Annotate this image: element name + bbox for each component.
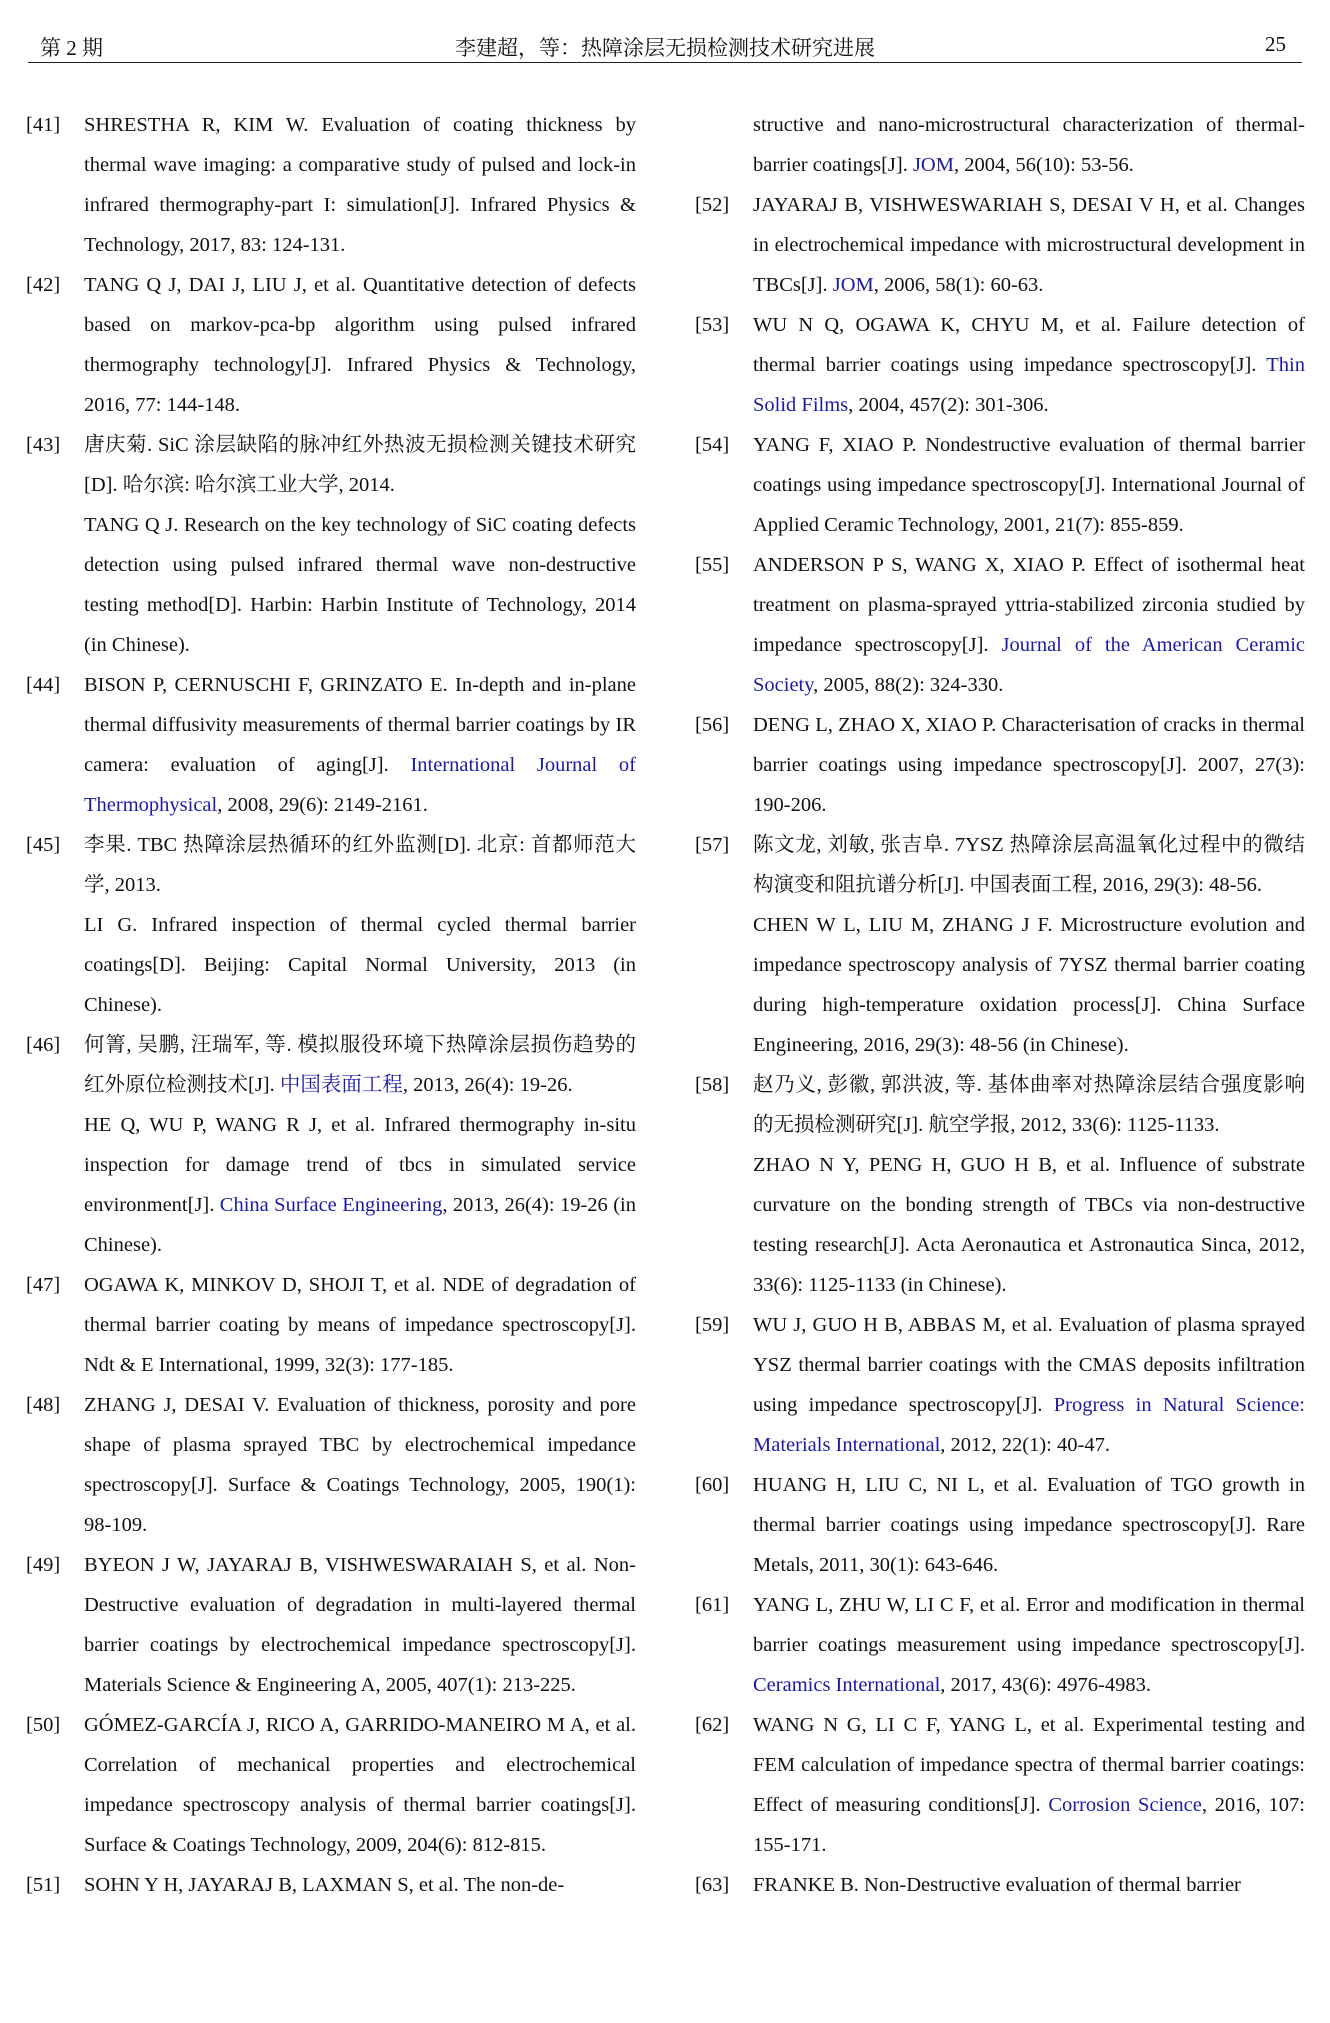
reference-citation: FRANKE B. Non-Destructive evaluation of thermal barrier xyxy=(753,1874,1241,1896)
reference-citation: 唐庆菊. SiC 涂层缺陷的脉冲红外热波无损检测关键技术研究[D]. 哈尔滨: 哈尔滨工业大学, 2014. xyxy=(84,434,636,496)
reference-text xyxy=(753,114,1305,176)
reference-number: [46] xyxy=(26,1034,61,1056)
reference-text xyxy=(84,1874,564,1896)
reference-citation-tail: , 2004, 457(2): 301-306. xyxy=(848,394,1049,416)
reference-entry xyxy=(26,1265,636,1385)
reference-number: [53] xyxy=(695,314,730,336)
journal-link[interactable]: Progress in Natural Science: Materials International xyxy=(753,1394,1305,1456)
reference-entry xyxy=(26,1385,636,1545)
reference-number: [42] xyxy=(26,274,61,296)
reference-translation xyxy=(84,505,636,665)
reference-entry xyxy=(695,305,1305,425)
reference-text xyxy=(84,674,636,816)
reference-text xyxy=(753,554,1305,696)
reference-text xyxy=(753,194,1305,296)
reference-entry xyxy=(695,705,1305,825)
reference-text xyxy=(84,1274,636,1376)
translation-text: TANG Q J. Research on the key technology of SiC coating defects detection using pulsed infrared thermal wave non-destructive testing method[D]. Harbin: Harbin Institute of Technology, 2014 (in Chinese). xyxy=(84,514,636,656)
reference-text xyxy=(753,834,1305,896)
journal-link[interactable]: Corrosion Science xyxy=(1048,1794,1202,1816)
reference-text xyxy=(753,314,1305,416)
reference-text xyxy=(84,834,636,896)
reference-entry xyxy=(695,1465,1305,1585)
reference-translation xyxy=(753,1145,1305,1305)
reference-citation-tail: , 2012, 22(1): 40-47. xyxy=(940,1434,1110,1456)
reference-text xyxy=(753,434,1305,536)
translation-text: ZHAO N Y, PENG H, GUO H B, et al. Influence of substrate curvature on the bonding strength of TBCs via non-destructive testing research[J]. Acta Aeronautica et Astronautica Sinca, 2012, 33(6): 1125-1133 (in Chinese). xyxy=(753,1154,1305,1296)
reference-citation: OGAWA K, MINKOV D, SHOJI T, et al. NDE of degradation of thermal barrier coating by means of impedance spectroscopy[J]. Ndt & E International, 1999, 32(3): 177-185. xyxy=(84,1274,636,1376)
reference-citation-tail: , 2013, 26(4): 19-26. xyxy=(402,1074,573,1096)
journal-link[interactable]: Ceramics International xyxy=(753,1674,941,1696)
reference-citation: ZHANG J, DESAI V. Evaluation of thickness, porosity and pore shape of plasma sprayed TBC by electrochemical impedance spectroscopy[J]. Surface & Coatings Technology, 2005, 190(1): 98-109. xyxy=(84,1394,636,1536)
page-number: 25 xyxy=(1265,32,1286,56)
reference-entry xyxy=(26,265,636,425)
reference-number: [60] xyxy=(695,1474,730,1496)
page-header xyxy=(28,28,1302,63)
reference-text xyxy=(84,1714,636,1856)
reference-citation: structive and nano-microstructural characterization of thermal-barrier coatings[J]. xyxy=(753,114,1305,176)
reference-number: [62] xyxy=(695,1714,730,1736)
reference-number: [63] xyxy=(695,1874,730,1896)
reference-citation: JAYARAJ B, VISHWESWARIAH S, DESAI V H, et al. Changes in electrochemical impedance with microstructural development in TBCs[J]. xyxy=(753,194,1305,296)
reference-text xyxy=(753,1714,1305,1856)
reference-citation-tail: , 2017, 43(6): 4976-4983. xyxy=(940,1674,1151,1696)
reference-entry xyxy=(26,425,636,665)
reference-number: [49] xyxy=(26,1554,61,1576)
translation-text: LI G. Infrared inspection of thermal cycled thermal barrier coatings[D]. Beijing: Capital Normal University, 2013 (in Chinese). xyxy=(84,914,636,1016)
reference-text xyxy=(753,1314,1305,1456)
reference-citation: BISON P, CERNUSCHI F, GRINZATO E. In-depth and in-plane thermal diffusivity measurements of thermal barrier coatings by IR camera: evaluation of aging[J]. xyxy=(84,674,636,776)
reference-citation: 陈文龙, 刘敏, 张吉阜. 7YSZ 热障涂层高温氧化过程中的微结构演变和阻抗谱分析[J]. 中国表面工程, 2016, 29(3): 48-56. xyxy=(753,834,1305,896)
reference-citation: WU J, GUO H B, ABBAS M, et al. Evaluation of plasma sprayed YSZ thermal barrier coatings with the CMAS deposits infiltration using impedance spectroscopy[J]. xyxy=(753,1314,1305,1416)
reference-citation: 何箐, 吴鹏, 汪瑞军, 等. 模拟服役环境下热障涂层损伤趋势的红外原位检测技术[J]. xyxy=(84,1034,636,1096)
reference-number: [55] xyxy=(695,554,730,576)
journal-link[interactable]: China Surface Engineering xyxy=(219,1194,443,1216)
reference-number: [57] xyxy=(695,834,730,856)
reference-citation: DENG L, ZHAO X, XIAO P. Characterisation of cracks in thermal barrier coatings using impedance spectroscopy[J]. 2007, 27(3): 190-206. xyxy=(753,714,1305,816)
translation-tail: , 2013, 26(4): 19-26 (in Chinese). xyxy=(84,1194,636,1256)
journal-link[interactable]: 中国表面工程 xyxy=(279,1074,403,1096)
reference-entry xyxy=(26,1705,636,1865)
reference-citation-tail: , 2004, 56(10): 53-56. xyxy=(953,154,1134,176)
reference-entry xyxy=(695,825,1305,1065)
left-column xyxy=(26,105,636,1905)
reference-entry xyxy=(695,425,1305,545)
reference-text xyxy=(84,1394,636,1536)
reference-entry xyxy=(26,105,636,265)
reference-entry xyxy=(695,1305,1305,1465)
reference-entry xyxy=(695,185,1305,305)
reference-number: [45] xyxy=(26,834,61,856)
reference-text xyxy=(753,1074,1305,1136)
reference-number: [61] xyxy=(695,1594,730,1616)
journal-link[interactable]: JOM xyxy=(912,154,954,176)
journal-link[interactable]: Journal of the American Ceramic Society xyxy=(753,634,1305,696)
reference-number: [44] xyxy=(26,674,61,696)
reference-citation: YANG F, XIAO P. Nondestructive evaluation of thermal barrier coatings using impedance spectroscopy[J]. International Journal of Applied Ceramic Technology, 2001, 21(7): 855-859. xyxy=(753,434,1305,536)
issue-number: 第 2 期 xyxy=(40,36,103,60)
reference-number: [48] xyxy=(26,1394,61,1416)
reference-citation-tail: , 2016, 107: 155-171. xyxy=(753,1794,1305,1856)
reference-number: [50] xyxy=(26,1714,61,1736)
translation-text: HE Q, WU P, WANG R J, et al. Infrared thermography in-situ inspection for damage trend of tbcs in simulated service environment[J]. xyxy=(84,1114,636,1216)
reference-number: [56] xyxy=(695,714,730,736)
reference-number: [52] xyxy=(695,194,730,216)
reference-number: [54] xyxy=(695,434,730,456)
reference-number: [43] xyxy=(26,434,61,456)
reference-text xyxy=(753,1874,1241,1896)
reference-citation: 李果. TBC 热障涂层热循环的红外监测[D]. 北京: 首都师范大学, 2013. xyxy=(84,834,636,896)
reference-citation: TANG Q J, DAI J, LIU J, et al. Quantitative detection of defects based on markov-pca-bp algorithm using pulsed infrared thermography technology[J]. Infrared Physics & Technology, 2016, 77: 144-148. xyxy=(84,274,636,416)
reference-text xyxy=(753,1474,1305,1576)
reference-citation-tail: , 2006, 58(1): 60-63. xyxy=(873,274,1044,296)
reference-number: [59] xyxy=(695,1314,730,1336)
reference-entry xyxy=(26,665,636,825)
reference-entry xyxy=(695,1065,1305,1305)
reference-entry xyxy=(26,1025,636,1265)
translation-text: CHEN W L, LIU M, ZHANG J F. Microstructure evolution and impedance spectroscopy analysis of 7YSZ thermal barrier coating during high-temperature oxidation process[J]. China Surface Engineering, 2016, 29(3): 48-56 (in Chinese). xyxy=(753,914,1305,1056)
reference-translation xyxy=(753,905,1305,1065)
reference-text xyxy=(84,434,636,496)
reference-number: [58] xyxy=(695,1074,730,1096)
reference-citation: SOHN Y H, JAYARAJ B, LAXMAN S, et al. The non-de- xyxy=(84,1874,565,1896)
reference-text xyxy=(84,1034,636,1096)
reference-citation-tail: , 2005, 88(2): 324-330. xyxy=(813,674,1004,696)
reference-number: [47] xyxy=(26,1274,61,1296)
right-column xyxy=(695,105,1305,1905)
reference-entry xyxy=(26,1545,636,1705)
reference-number: [51] xyxy=(26,1874,61,1896)
reference-entry xyxy=(26,825,636,1025)
journal-link[interactable]: JOM xyxy=(832,274,874,296)
reference-text xyxy=(84,274,636,416)
reference-number: [41] xyxy=(26,114,61,136)
reference-citation: ANDERSON P S, WANG X, XIAO P. Effect of isothermal heat treatment on plasma-sprayed yttria-stabilized zirconia studied by impedance spectroscopy[J]. xyxy=(753,554,1305,656)
reference-entry xyxy=(695,1585,1305,1705)
reference-entry xyxy=(695,1865,1305,1905)
journal-link[interactable]: International Journal of Thermophysical xyxy=(84,754,636,816)
reference-citation: SHRESTHA R, KIM W. Evaluation of coating thickness by thermal wave imaging: a comparative study of pulsed and lock-in infrared thermography-part I: simulation[J]. Infrared Physics & Technology, 2017, 83: 124-131. xyxy=(84,114,636,256)
reference-text xyxy=(84,114,636,256)
reference-translation xyxy=(84,905,636,1025)
reference-citation: 赵乃义, 彭徽, 郭洪波, 等. 基体曲率对热障涂层结合强度影响的无损检测研究[J]. 航空学报, 2012, 33(6): 1125-1133. xyxy=(753,1074,1305,1136)
reference-translation xyxy=(84,1105,636,1265)
reference-text xyxy=(753,1594,1305,1696)
reference-citation: WU N Q, OGAWA K, CHYU M, et al. Failure detection of thermal barrier coatings using impedance spectroscopy[J]. xyxy=(753,314,1305,376)
reference-entry xyxy=(26,1865,636,1905)
running-title: 李建超，等：热障涂层无损检测技术研究进展 xyxy=(455,36,875,60)
reference-citation: WANG N G, LI C F, YANG L, et al. Experimental testing and FEM calculation of impedance spectra of thermal barrier coatings: Effect of measuring conditions[J]. xyxy=(753,1714,1305,1816)
reference-text xyxy=(753,714,1305,816)
reference-citation: GÓMEZ-GARCÍA J, RICO A, GARRIDO-MANEIRO M A, et al. Correlation of mechanical properties and electrochemical impedance spectroscopy analysis of thermal barrier coatings[J]. Surface & Coatings Technology, 2009, 204(6): 812-815. xyxy=(84,1714,636,1856)
reference-citation: BYEON J W, JAYARAJ B, VISHWESWARAIAH S, et al. Non-Destructive evaluation of degradation in multi-layered thermal barrier coatings by electrochemical impedance spectroscopy[J]. Materials Science & Engineering A, 2005, 407(1): 213-225. xyxy=(84,1554,636,1696)
reference-citation-tail: , 2008, 29(6): 2149-2161. xyxy=(217,794,428,816)
reference-citation: HUANG H, LIU C, NI L, et al. Evaluation of TGO growth in thermal barrier coatings using impedance spectroscopy[J]. Rare Metals, 2011, 30(1): 643-646. xyxy=(753,1474,1305,1576)
journal-link[interactable]: Thin Solid Films xyxy=(753,354,1305,416)
reference-entry xyxy=(695,545,1305,705)
reference-entry xyxy=(695,1705,1305,1865)
reference-entry xyxy=(695,105,1305,185)
reference-citation: YANG L, ZHU W, LI C F, et al. Error and modification in thermal barrier coatings measurement using impedance spectroscopy[J]. xyxy=(753,1594,1305,1656)
reference-text xyxy=(84,1554,636,1696)
